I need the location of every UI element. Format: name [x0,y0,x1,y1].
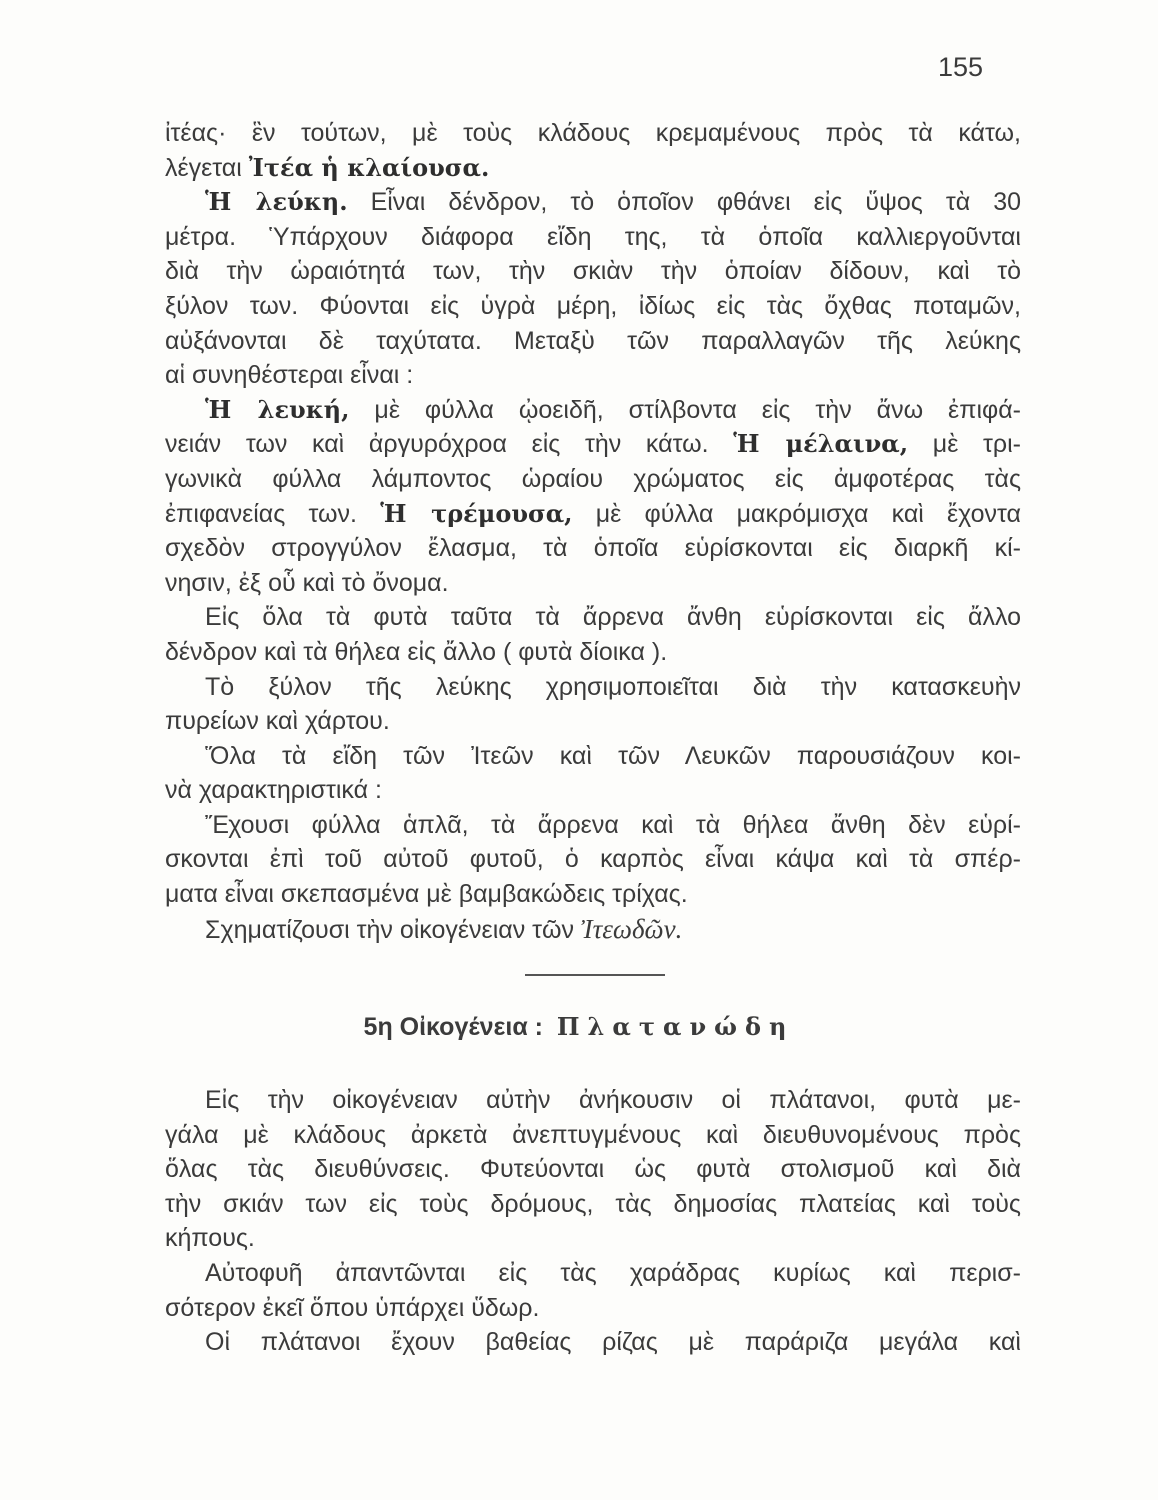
text-run: Ἔχουσι φύλλα ἁπλᾶ, τὰ ἄρρενα καὶ τὰ θήλεα ἄνθη δὲν εὑρί- [205,810,1021,839]
text-line [165,1256,1021,1291]
section-divider [525,974,665,976]
text-line [165,912,1021,947]
text-run: Σχηματίζουσι τὴν οἰκογένειαν τῶν [205,915,581,944]
text-run: τὴν σκιάν των εἰς τοὺς δρόμους, τὰς δημοσίας πλατείας καὶ τοὺς [165,1189,1021,1218]
text-line [165,1118,1021,1153]
text-run: Εἰς τὴν οἰκογένειαν αὐτὴν ἀνήκουσιν οἱ πλάτανοι, φυτὰ με- [205,1086,1021,1114]
text-line [165,185,1021,220]
text-line [165,289,1021,324]
text-line [165,220,1021,255]
text-run: ὅλας τὰς διευθύνσεις. Φυτεύονται ὡς φυτὰ στολισμοῦ καὶ διὰ [165,1155,1021,1184]
text-run: νησιν, ἐξ οὗ καὶ τὸ ὄνομα. [165,568,449,597]
text-line [165,600,1021,635]
text-run: μὲ τρι- [908,430,1021,459]
text-run: νειάν των καὶ ἀργυρόχροα εἰς τὴν κάτω. [165,430,734,459]
text-run: μὲ φύλλα ᾠοειδῆ, στίλβοντα εἰς τὴν ἄνω ἐπιφά- [349,395,1021,424]
text-run: αὐξάνονται δὲ ταχύτατα. Μεταξὺ τῶν παραλλαγῶν τῆς λεύκης [165,326,1021,355]
text-run: Εἶναι δένδρον, τὸ ὁποῖον φθάνει εἰς ὕψος τὰ 30 [347,188,1022,217]
text-run: Αὐτοφυῆ ἀπαντῶνται εἰς τὰς χαράδρας κυρίως καὶ περισ- [205,1258,1021,1287]
text-run: γωνικὰ φύλλα λάμποντος ὡραίου χρώματος εἰς ἀμφοτέρας τὰς [165,464,1021,493]
text-line [165,427,1021,462]
text-run: σότερον ἐκεῖ ὅπου ὑπάρχει ὕδωρ. [165,1293,540,1322]
text-line [165,635,1021,670]
text-line [165,116,1021,151]
text-run: αἱ συνηθέστεραι εἶναι : [165,361,414,390]
section-heading [0,1012,1158,1042]
text-run: διὰ τὴν ὡραιότητά των, τὴν σκιὰν τὴν ὁποίαν δίδουν, καὶ τὸ [165,257,1021,286]
text-line [165,151,1021,186]
text-run: Εἰς ὅλα τὰ φυτὰ ταῦτα τὰ ἄρρενα ἄνθη εὑρίσκονται εἰς ἄλλο [205,603,1021,632]
text-run: ξύλον των. Φύονται εἰς ὑγρὰ μέρη, ἰδίως εἰς τὰς ὄχθας ποταμῶν, [165,291,1021,320]
text-block-willows-poplars [165,116,1021,946]
text-block-plane-trees [165,1083,1021,1360]
text-run: μέτρα. Ὑπάρχουν διάφορα εἴδη της, τὰ ὁποῖα καλλιεργοῦνται [165,222,1021,251]
text-line [165,531,1021,566]
text-line [165,324,1021,359]
text-run: πυρείων καὶ χάρτου. [165,707,390,736]
text-line [165,773,1021,808]
text-line [165,1083,1021,1118]
text-run: Τὸ ξύλον τῆς λεύκης χρησιμοποιεῖται διὰ τὴν κατασκευὴν [205,672,1021,701]
text-line [165,566,1021,601]
bold-term: Ἰτέα ἡ κλαίουσα. [248,152,490,182]
bold-term: Ἡ μέλαινα, [733,429,909,459]
text-run: ματα εἶναι σκεπασμένα μὲ βαμβακώδεις τρίχας. [165,880,688,909]
text-line [165,808,1021,843]
text-line [165,254,1021,289]
text-run: μὲ φύλλα μακρόμισχα καὶ ἔχοντα [572,499,1021,528]
bold-term: Ἡ λεύκη. [205,187,348,217]
text-run: δένδρον καὶ τὰ θήλεα εἰς ἄλλο ( φυτὰ δίοικα ). [165,637,668,666]
text-run: νὰ χαρακτηριστικά : [165,776,382,805]
heading-prefix: 5η Οἰκογένεια : [363,1013,543,1041]
text-line [165,462,1021,497]
text-run: λέγεται [165,153,249,182]
text-line [165,358,1021,393]
text-line [165,1291,1021,1326]
text-line [165,1187,1021,1222]
text-run: σχεδὸν στρογγύλον ἔλασμα, τὰ ὁποῖα εὑρίσκονται εἰς διαρκῆ κί- [165,534,1021,563]
text-line [165,670,1021,705]
text-line [165,1152,1021,1187]
text-run: κήπους. [165,1224,255,1253]
text-line [165,497,1021,532]
text-line [165,1325,1021,1360]
text-line [165,739,1021,774]
heading-family-name: Πλατανώδη [556,1012,795,1041]
text-run: Οἱ πλάτανοι ἔχουν βαθείας ρίζας μὲ παράριζα μεγάλα καὶ [205,1328,1021,1357]
text-line [165,393,1021,428]
text-line [165,842,1021,877]
text-line [165,1221,1021,1256]
bold-term: Ἡ λευκή, [205,394,350,424]
text-line [165,704,1021,739]
text-run: σκονται ἐπὶ τοῦ αὐτοῦ φυτοῦ, ὁ καρπὸς εἶναι κάψα καὶ τὰ σπέρ- [165,845,1021,874]
text-run: γάλα μὲ κλάδους ἀρκετὰ ἀνεπτυγμένους καὶ διευθυνομένους πρὸς [165,1120,1021,1149]
text-run: ἰτέας· ἓν τούτων, μὲ τοὺς κλάδους κρεμαμένους πρὸς τὰ κάτω, [165,119,1021,147]
italic-term: Ἰτεωδῶν. [581,913,683,944]
text-run: ἐπιφανείας των. [165,499,381,528]
text-line [165,877,1021,912]
bold-term: Ἡ τρέμουσα, [380,498,573,528]
page-number: 155 [938,52,984,82]
text-run: Ὅλα τὰ εἴδη τῶν Ἰτεῶν καὶ τῶν Λευκῶν παρουσιάζουν κοι- [205,741,1021,770]
